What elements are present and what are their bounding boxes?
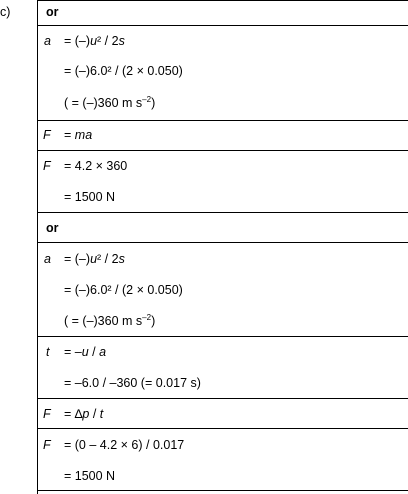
row-divider — [37, 0, 408, 1]
row-divider — [37, 120, 408, 121]
equation-part: ma — [74, 128, 93, 142]
equation-line: = –6.0 / –360 (= 0.017 s) — [64, 376, 201, 390]
row-divider — [37, 242, 408, 243]
equation-line — [64, 33, 125, 49]
equation-line — [64, 127, 92, 143]
equation-line — [64, 406, 103, 422]
row-divider — [37, 398, 408, 399]
equation-part: = ∆ — [64, 407, 83, 421]
variable-label: F — [43, 407, 51, 421]
variable-label: F — [43, 128, 51, 142]
row-divider — [37, 150, 408, 151]
row-divider — [37, 336, 408, 337]
equation-part: p — [82, 407, 90, 421]
equation-part: ( = (–)360 m s — [64, 96, 143, 110]
or-heading: or — [46, 221, 59, 235]
equation-part: = (–) — [64, 252, 91, 266]
equation-part: u — [81, 345, 89, 359]
equation-part: ) — [151, 96, 156, 110]
equation-part: / — [89, 407, 100, 421]
equation-line: = 4.2 × 360 — [64, 159, 128, 173]
equation-line: = (0 – 4.2 × 6) / 0.017 — [64, 438, 185, 452]
variable-label: a — [44, 34, 51, 48]
equation-part: s — [118, 34, 125, 48]
equation-line — [64, 251, 125, 267]
row-divider — [37, 428, 408, 429]
equation-part: s — [118, 252, 125, 266]
equation-line: = (–)6.0² / (2 × 0.050) — [64, 64, 183, 78]
equation-part: ) — [151, 314, 156, 328]
variable-label: t — [46, 345, 50, 359]
equation-line — [64, 95, 155, 111]
variable-label: F — [43, 159, 51, 173]
equation-part: ² / 2 — [97, 252, 119, 266]
equation-part: ² / 2 — [97, 34, 119, 48]
equation-line: = 1500 N — [64, 190, 116, 204]
equation-part: a — [99, 345, 107, 359]
equation-part: u — [90, 252, 98, 266]
equation-part: t — [99, 407, 104, 421]
exponent: –2 — [142, 313, 152, 322]
part-label: c) — [0, 5, 11, 19]
left-column-divider — [37, 0, 38, 494]
equation-part: = – — [64, 345, 82, 359]
variable-label: a — [44, 252, 51, 266]
row-divider — [37, 212, 408, 213]
exponent: –2 — [142, 95, 152, 104]
or-heading: or — [46, 5, 59, 19]
equation-line — [64, 344, 106, 360]
row-divider — [37, 490, 408, 491]
equation-part: ( = (–)360 m s — [64, 314, 143, 328]
variable-label: F — [43, 438, 51, 452]
equation-line: = (–)6.0² / (2 × 0.050) — [64, 283, 183, 297]
equation-part: = — [64, 128, 75, 142]
equation-line — [64, 313, 155, 329]
row-divider — [37, 25, 408, 26]
equation-line: = 1500 N — [64, 469, 116, 483]
equation-part: u — [90, 34, 98, 48]
equation-part: = (–) — [64, 34, 91, 48]
equation-part: / — [88, 345, 100, 359]
